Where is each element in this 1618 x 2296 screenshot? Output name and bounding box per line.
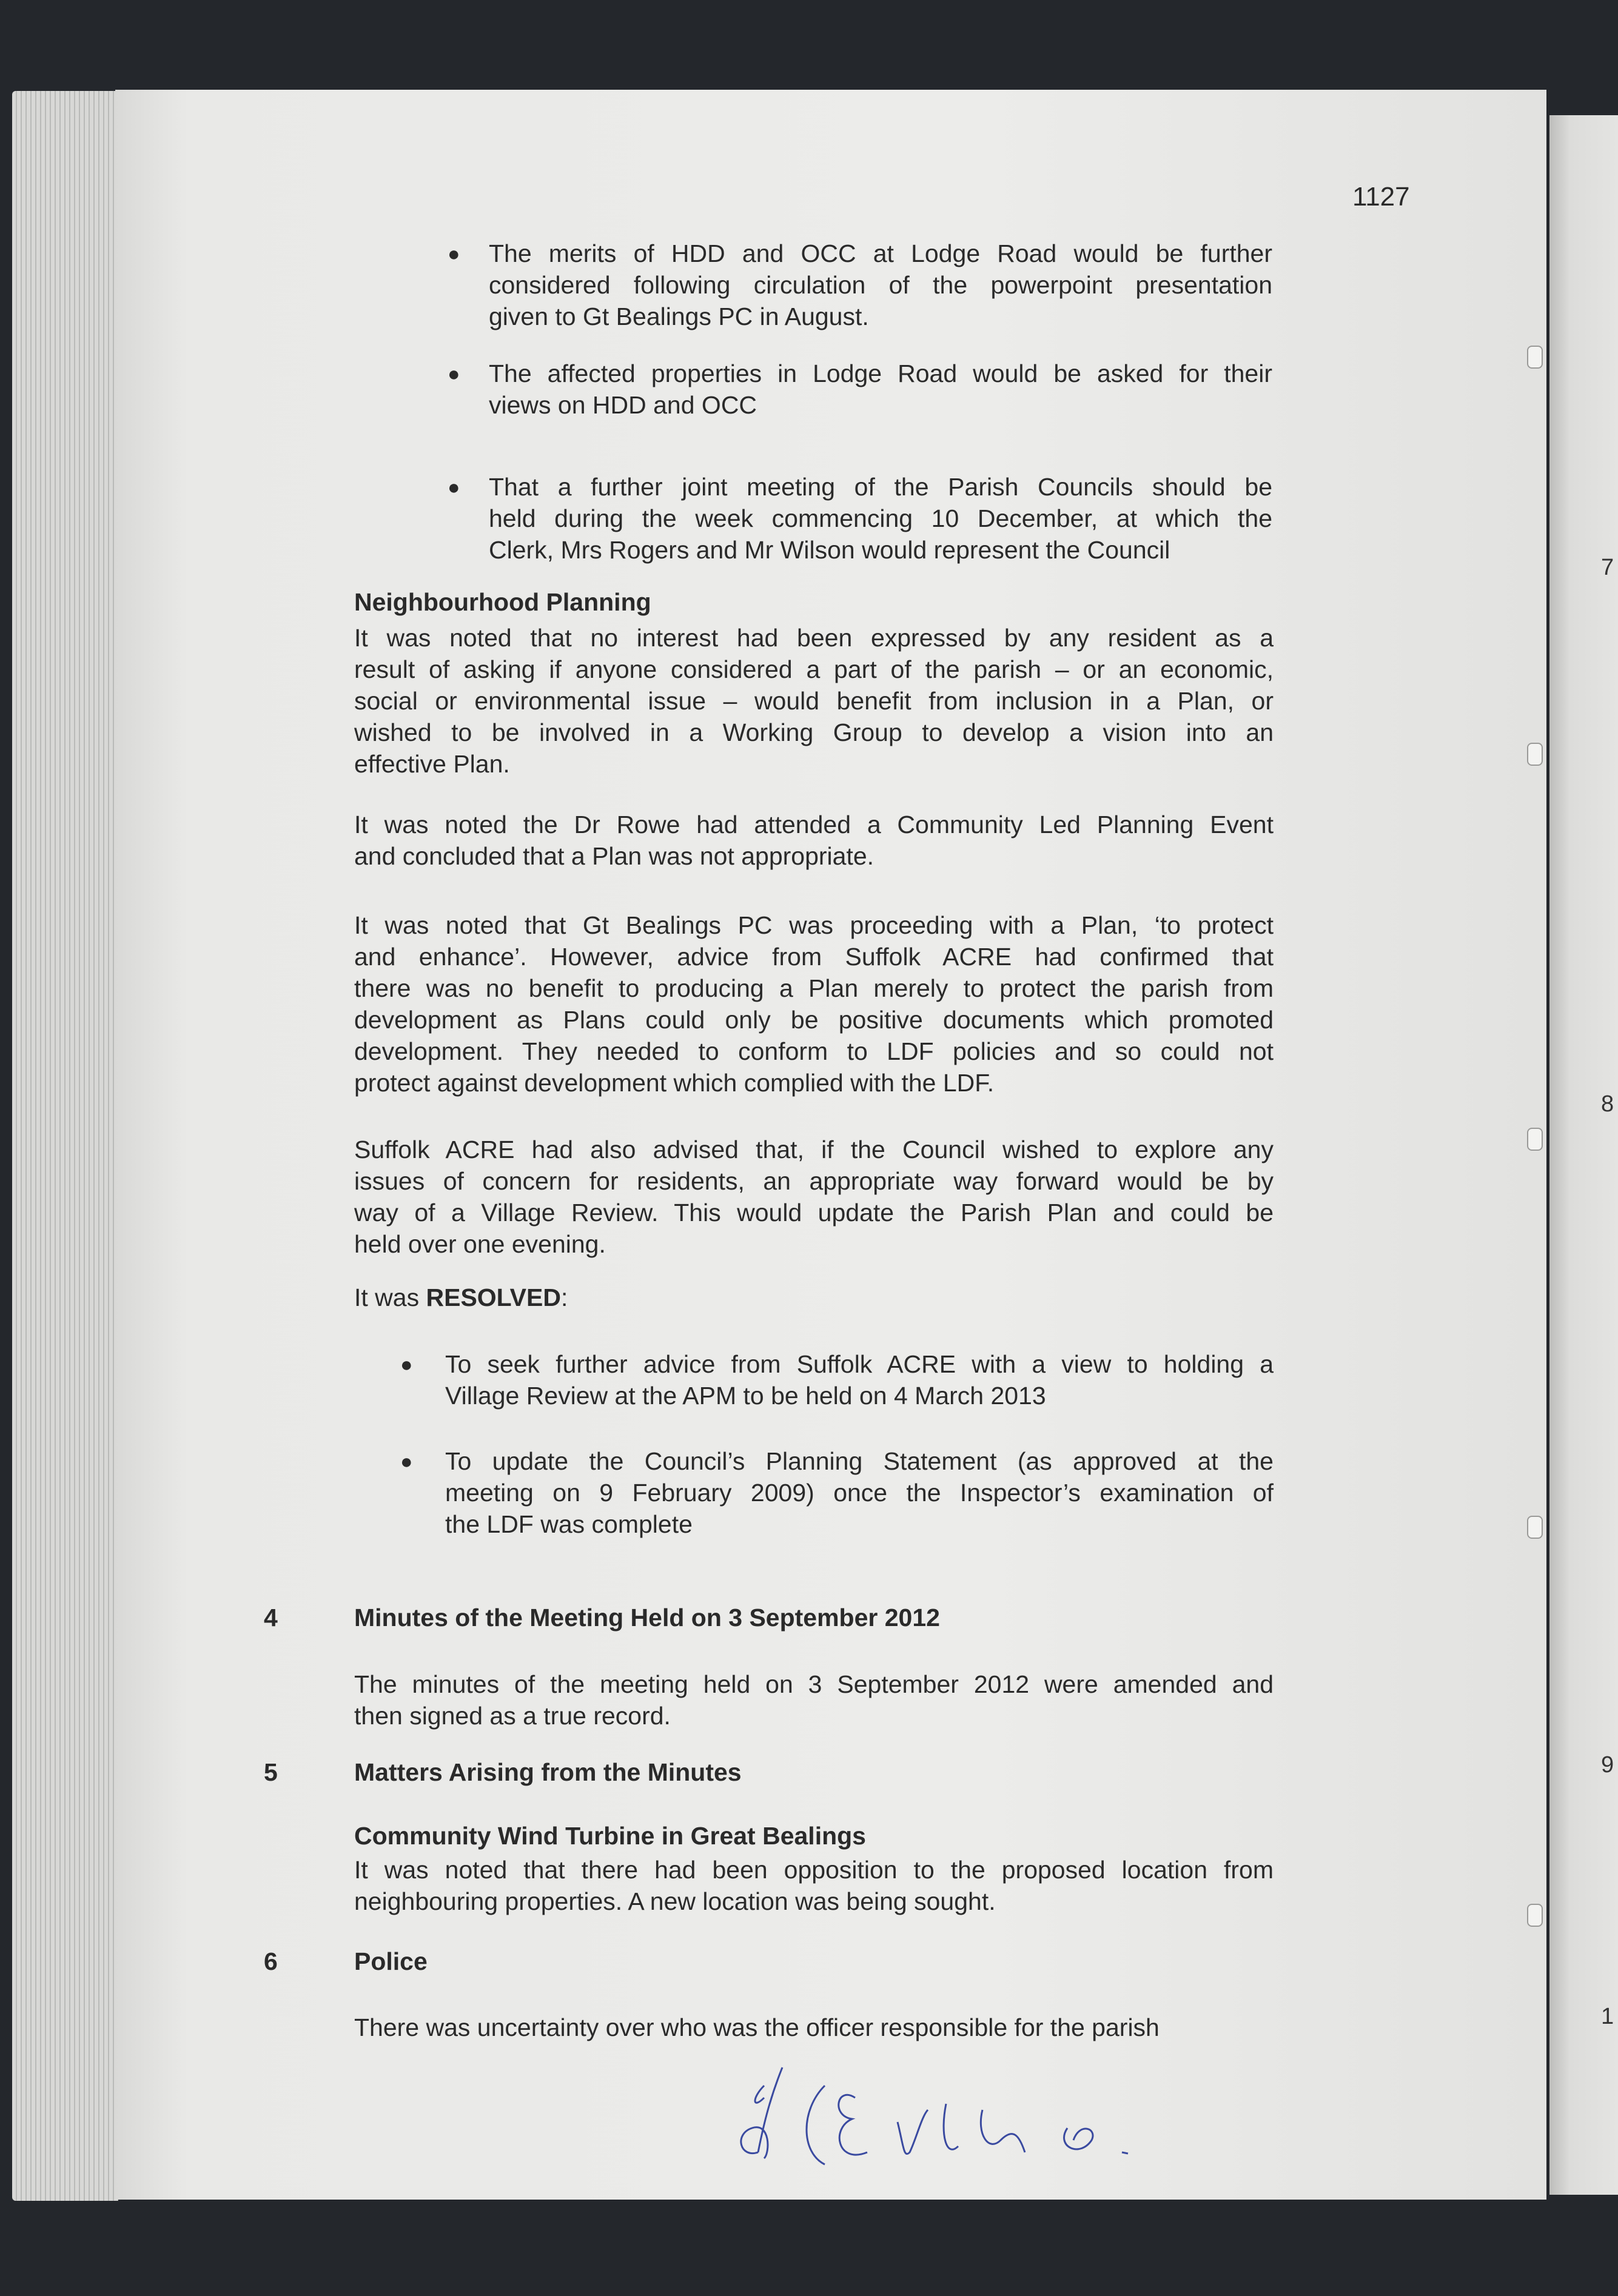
text-line: then signed as a true record. bbox=[354, 1702, 671, 1730]
signature bbox=[728, 2061, 1237, 2170]
item-number: 5 bbox=[264, 1758, 278, 1786]
bullet-text bbox=[445, 1348, 1274, 1411]
page-number: 1127 bbox=[1352, 182, 1410, 212]
text-line: wished to be involved in a Working Group to develop a vision into an bbox=[354, 718, 1274, 746]
text-line: To update the Council’s Planning Statement (as approved at the bbox=[445, 1447, 1274, 1475]
paragraph bbox=[354, 809, 1274, 872]
text-line: given to Gt Bealings PC in August. bbox=[489, 303, 869, 330]
binder-ring bbox=[1527, 743, 1543, 766]
text-line: It was noted that no interest had been expressed by any resident as a bbox=[354, 624, 1274, 652]
text-line: To seek further advice from Suffolk ACRE with a view to holding a bbox=[445, 1350, 1274, 1378]
section-heading: Neighbourhood Planning bbox=[354, 588, 651, 616]
text-line: result of asking if anyone considered a part of the parish – or an economic, bbox=[354, 655, 1274, 683]
text-line: Clerk, Mrs Rogers and Mr Wilson would represent the Council bbox=[489, 536, 1170, 564]
text-line: the LDF was complete bbox=[445, 1510, 693, 1538]
text-line: development. They needed to conform to LDF policies and so could not bbox=[354, 1037, 1274, 1065]
text-line: way of a Village Review. This would update the Parish Plan and could be bbox=[354, 1199, 1274, 1227]
next-page-number: 1 bbox=[1601, 2004, 1614, 2029]
paragraph bbox=[354, 2012, 1274, 2043]
text-line: development as Plans could only be positive documents which promoted bbox=[354, 1006, 1274, 1034]
paragraph bbox=[354, 909, 1274, 1099]
next-page-number: 9 bbox=[1601, 1752, 1614, 1778]
text-line: It was noted that Gt Bealings PC was proceeding with a Plan, ‘to protect bbox=[354, 911, 1274, 939]
resolved-prefix: It was bbox=[354, 1284, 426, 1311]
item-heading: Matters Arising from the Minutes bbox=[354, 1758, 742, 1786]
binder-ring bbox=[1527, 1904, 1543, 1927]
bullet-icon: ● bbox=[400, 1450, 413, 1473]
text-line: meeting on 9 February 2009) once the Inspector’s examination of bbox=[445, 1479, 1274, 1507]
item-heading: Police bbox=[354, 1947, 428, 1975]
bullet-icon: ● bbox=[448, 243, 460, 266]
bullet-text bbox=[489, 471, 1272, 566]
bullet-text bbox=[489, 358, 1272, 421]
item-subheading: Community Wind Turbine in Great Bealings bbox=[354, 1822, 866, 1850]
paragraph bbox=[354, 1134, 1274, 1260]
bullet-icon: ● bbox=[448, 363, 460, 386]
item-number: 4 bbox=[264, 1604, 278, 1632]
item-heading: Minutes of the Meeting Held on 3 September 2012 bbox=[354, 1604, 940, 1632]
text-line: The minutes of the meeting held on 3 September 2012 were amended and bbox=[354, 1670, 1274, 1698]
text-line: social or environmental issue – would benefit from inclusion in a Plan, or bbox=[354, 687, 1274, 715]
text-line: effective Plan. bbox=[354, 750, 510, 778]
text-line: held over one evening. bbox=[354, 1230, 606, 1258]
next-page-edge bbox=[1549, 115, 1618, 2195]
page-edges bbox=[12, 91, 118, 2201]
text-line: It was noted the Dr Rowe had attended a Community Led Planning Event bbox=[354, 811, 1274, 838]
paragraph bbox=[354, 1668, 1274, 1732]
paragraph bbox=[354, 1854, 1274, 1917]
text-line: It was noted that there had been opposition to the proposed location from bbox=[354, 1856, 1274, 1884]
resolved-word: RESOLVED bbox=[426, 1284, 561, 1311]
text-line: issues of concern for residents, an appropriate way forward would be by bbox=[354, 1167, 1274, 1195]
text-line: considered following circulation of the powerpoint presentation bbox=[489, 271, 1272, 299]
text-line: There was uncertainty over who was the officer responsible for the parish bbox=[354, 2013, 1160, 2041]
next-page-number: 8 bbox=[1601, 1091, 1614, 1117]
binder-ring bbox=[1527, 346, 1543, 369]
item-number: 6 bbox=[264, 1947, 278, 1975]
text-line: held during the week commencing 10 December, at which the bbox=[489, 504, 1272, 532]
bullet-text bbox=[489, 238, 1272, 332]
next-page-number: 7 bbox=[1601, 555, 1614, 580]
bullet-text bbox=[445, 1445, 1274, 1540]
text-line: The merits of HDD and OCC at Lodge Road would be further bbox=[489, 239, 1272, 267]
binder-ring bbox=[1527, 1516, 1543, 1539]
binder-ring bbox=[1527, 1128, 1543, 1151]
text-line: and enhance’. However, advice from Suffolk ACRE had confirmed that bbox=[354, 943, 1274, 971]
resolved-suffix: : bbox=[560, 1284, 568, 1311]
paragraph bbox=[354, 622, 1274, 780]
text-line: protect against development which complied with the LDF. bbox=[354, 1069, 995, 1097]
text-line: The affected properties in Lodge Road would be asked for their bbox=[489, 360, 1272, 387]
text-line: Suffolk ACRE had also advised that, if the Council wished to explore any bbox=[354, 1136, 1274, 1163]
text-line: views on HDD and OCC bbox=[489, 391, 757, 419]
bullet-icon: ● bbox=[448, 476, 460, 499]
bullet-icon: ● bbox=[400, 1353, 413, 1376]
resolved-line bbox=[354, 1282, 568, 1313]
text-line: That a further joint meeting of the Parish Councils should be bbox=[489, 473, 1272, 501]
text-line: there was no benefit to producing a Plan merely to protect the parish from bbox=[354, 974, 1274, 1002]
text-line: neighbouring properties. A new location was being sought. bbox=[354, 1887, 996, 1915]
text-line: and concluded that a Plan was not appropriate. bbox=[354, 842, 874, 870]
text-line: Village Review at the APM to be held on 4 March 2013 bbox=[445, 1382, 1046, 1410]
